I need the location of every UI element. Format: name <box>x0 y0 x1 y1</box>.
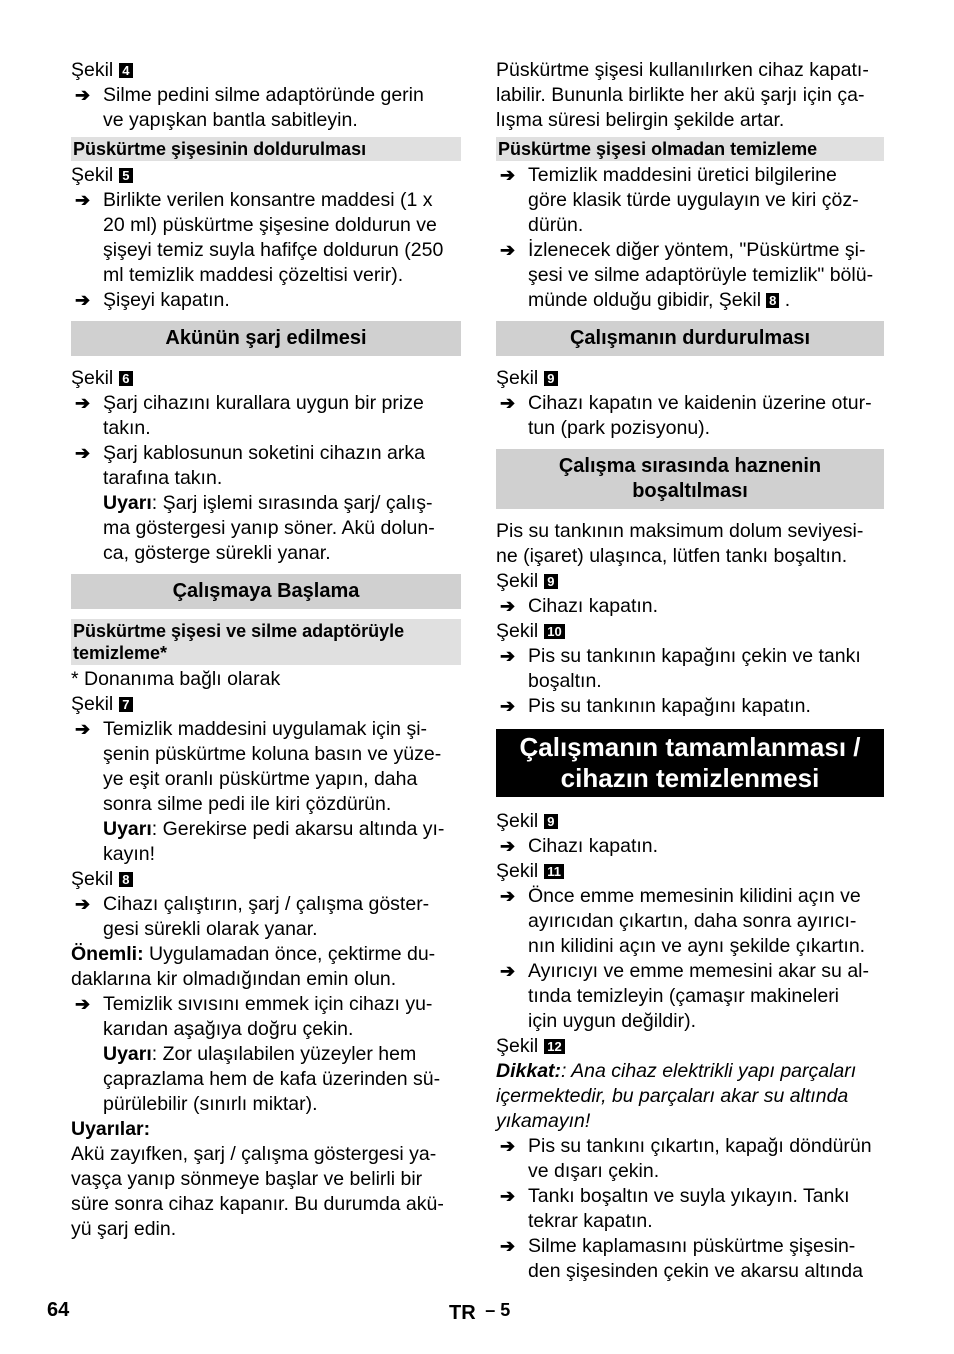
bullet-item <box>71 892 461 942</box>
note-label: Uyarı <box>103 492 152 514</box>
figure-label: Şekil <box>71 164 114 186</box>
figure-label: Şekil <box>496 1035 539 1057</box>
section-heading <box>496 449 884 509</box>
note-line <box>103 1092 461 1117</box>
bullet-line: tekrar kapatın. <box>528 1210 653 1232</box>
note-text: yıkamayın! <box>496 1110 591 1132</box>
paragraph <box>71 667 461 692</box>
arrow-right-icon: ➔ <box>500 1186 516 1206</box>
note-line <box>103 1042 461 1067</box>
bullet-line: Temizlik sıvısını emmek için cihazı yu- <box>103 993 433 1015</box>
bullet-line: İzlenecek diğer yöntem, "Püskürtme şi- <box>528 239 866 261</box>
bullet-line: göre klasik türde uygulayın ve kiri çöz- <box>528 189 859 211</box>
bullet-line: münde olduğu gibidir, Şekil 8 . <box>528 289 791 311</box>
figure-number: 11 <box>544 864 564 879</box>
figure-number: 6 <box>119 371 132 386</box>
figure-number: 8 <box>766 293 779 308</box>
bullet-line: tun (park pozisyonu). <box>528 417 711 439</box>
paragraph-line: Püskürtme şişesi kullanılırken cihaz kapatı- <box>496 59 869 81</box>
figure-ref <box>71 692 461 717</box>
bullet-item <box>496 391 884 441</box>
section-page-ref: – 5 <box>485 1300 511 1320</box>
subheading <box>71 137 461 161</box>
figure-ref <box>71 867 461 892</box>
subheading-text: Püskürtme şişesi olmadan temizleme <box>498 139 818 159</box>
figure-number: 9 <box>544 814 557 829</box>
section-heading-line: Çalışma sırasında haznenin <box>558 455 822 477</box>
note <box>71 491 461 566</box>
bullet-item <box>71 992 461 1042</box>
bullet-line: tında temizleyin (çamaşır makineleri <box>528 985 840 1007</box>
bullet-item <box>71 391 461 441</box>
note-line <box>103 842 461 867</box>
section-heading <box>71 574 461 609</box>
figure-label: Şekil <box>496 860 539 882</box>
figure-number: 9 <box>544 574 557 589</box>
bullet-line: sonra silme pedi ile kiri çözdürün. <box>103 793 392 815</box>
bullet-item <box>71 717 461 817</box>
note-line <box>103 1067 461 1092</box>
note-text: ca, gösterge sürekli yanar. <box>103 542 331 564</box>
figure-number: 4 <box>119 63 132 78</box>
bullet-line: tarafına takın. <box>103 467 223 489</box>
note-line <box>496 1084 884 1109</box>
arrow-right-icon: ➔ <box>500 596 516 616</box>
note-line <box>103 516 461 541</box>
figure-ref <box>496 619 884 644</box>
figure-number: 7 <box>119 697 132 712</box>
arrow-right-icon: ➔ <box>75 719 91 739</box>
bullet-line: Cihazı çalıştırın, şarj / çalışma göster- <box>103 893 430 915</box>
bullet-line: takın. <box>103 417 151 439</box>
note-text: : Gerekirse pedi akarsu altında yı- <box>151 818 445 840</box>
section-heading-line: Akünün şarj edilmesi <box>165 327 367 349</box>
arrow-right-icon: ➔ <box>500 1136 516 1156</box>
arrow-right-icon: ➔ <box>75 443 91 463</box>
arrow-right-icon: ➔ <box>500 696 516 716</box>
note-text: ma göstergesi yanıp söner. Akü dolun- <box>103 517 435 539</box>
arrow-right-icon: ➔ <box>500 886 516 906</box>
paragraph-line: lışma süresi belirgin şekilde artar. <box>496 109 785 131</box>
note-line <box>496 1059 884 1084</box>
bullet-item <box>496 1134 884 1184</box>
bullet-item <box>496 884 884 959</box>
paragraph <box>496 58 884 133</box>
arrow-right-icon: ➔ <box>500 961 516 981</box>
subheading-line: Püskürtme şişesi ve silme adaptörüyle <box>73 621 405 641</box>
bullet-line: şenin püskürtme koluna basın ve yüze- <box>103 743 442 765</box>
arrow-right-icon: ➔ <box>500 165 516 185</box>
note-text: Uygulamadan önce, çektirme du- <box>143 943 436 965</box>
section-heading <box>71 321 461 356</box>
figure-ref <box>496 569 884 594</box>
bullet-line: den şişesinden çekin ve akarsu altında <box>528 1260 863 1282</box>
bullet-line: karıdan aşağıya doğru çekin. <box>103 1018 354 1040</box>
bullet-line: gesi sürekli olarak yanar. <box>103 918 318 940</box>
note-line <box>71 942 461 967</box>
bullet-item <box>496 594 884 619</box>
figure-label: Şekil <box>71 59 114 81</box>
figure-ref <box>71 163 461 188</box>
note-text: içermektedir, bu parçaları akar su altında <box>496 1085 849 1107</box>
subheading <box>71 619 461 665</box>
note-line <box>103 491 461 516</box>
section-heading-line: Çalışmanın durdurulması <box>569 327 811 349</box>
bullet-line: boşaltın. <box>528 670 602 692</box>
bullet-line: Şarj kablosunun soketini cihazın arka <box>103 442 425 464</box>
bullet-item <box>496 1184 884 1234</box>
note <box>71 817 461 867</box>
figure-number: 5 <box>119 168 132 183</box>
language-code: TR <box>449 1302 476 1324</box>
bullet-item <box>496 644 884 694</box>
figure-ref <box>71 58 461 83</box>
bullet-item <box>496 163 884 238</box>
note-line <box>496 1109 884 1134</box>
bullet-line: dürün. <box>528 214 584 236</box>
warning <box>496 1059 884 1134</box>
bullet-line: Birlikte verilen konsantre maddesi (1 x <box>103 189 433 211</box>
left-column <box>71 58 461 1242</box>
figure-ref <box>496 1034 884 1059</box>
bullet-item <box>496 959 884 1034</box>
page-number: 64 <box>47 1299 70 1321</box>
arrow-right-icon: ➔ <box>500 240 516 260</box>
bullet-line: Cihazı kapatın. <box>528 595 659 617</box>
figure-ref <box>496 809 884 834</box>
bullet-line: şesi ve silme adaptörüyle temizlik" bölü- <box>528 264 874 286</box>
bullet-line: Temizlik maddesini üretici bilgilerine <box>528 164 837 186</box>
figure-ref <box>496 366 884 391</box>
chapter-heading <box>496 729 884 797</box>
note-text: çaprazlama hem de kafa üzerinden sü- <box>103 1068 441 1090</box>
arrow-right-icon: ➔ <box>75 290 91 310</box>
note-text: : Şarj işlemi sırasında şarj/ çalış- <box>151 492 433 514</box>
paragraph-line: ne (işaret) ulaşınca, lütfen tankı boşaltın. <box>496 545 848 567</box>
bullet-line: Temizlik maddesini uygulamak için şi- <box>103 718 428 740</box>
note-text: : Ana cihaz elektrikli yapı parçaları <box>561 1060 857 1082</box>
figure-number: 12 <box>544 1039 564 1054</box>
bullet-line: Şişeyi kapatın. <box>103 289 230 311</box>
arrow-right-icon: ➔ <box>500 646 516 666</box>
right-column <box>496 58 884 1284</box>
figure-label: Şekil <box>496 620 539 642</box>
bullet-line: Ayırıcıyı ve emme memesini akar su al- <box>528 960 869 982</box>
arrow-right-icon: ➔ <box>500 1236 516 1256</box>
bullet-line: Pis su tankının kapağını çekin ve tankı <box>528 645 861 667</box>
paragraph <box>71 1142 461 1242</box>
footer-language <box>449 1298 510 1326</box>
figure-label: Şekil <box>496 810 539 832</box>
note-text: kayın! <box>103 843 156 865</box>
bullet-line: Silme kaplamasını püskürtme şişesin- <box>528 1235 856 1257</box>
bullet-line: ye eşit oranlı püskürtme yapın, daha <box>103 768 418 790</box>
paragraph-line: labilir. Bununla birlikte her akü şarjı için ça- <box>496 84 865 106</box>
arrow-right-icon: ➔ <box>75 894 91 914</box>
bullet-line: Şarj cihazını kurallara uygun bir prize <box>103 392 424 414</box>
note-label: Dikkat: <box>496 1060 562 1082</box>
bullet-line: nın kilidini açın ve aynı şekilde çıkartın. <box>528 935 866 957</box>
paragraph <box>496 519 884 569</box>
bold-heading-line: Uyarılar: <box>71 1118 151 1140</box>
note-line <box>71 967 461 992</box>
bullet-item <box>496 1234 884 1284</box>
bullet-line: Önce emme memesinin kilidini açın ve <box>528 885 861 907</box>
note-label: Uyarı <box>103 818 152 840</box>
bullet-item <box>71 188 461 288</box>
bullet-line: Pis su tankını çıkartın, kapağı döndürün <box>528 1135 872 1157</box>
section-heading <box>496 321 884 356</box>
chapter-heading-line: cihazın temizlenmesi <box>560 763 820 793</box>
figure-label: Şekil <box>71 367 114 389</box>
bullet-line: Tankı boşaltın ve suyla yıkayın. Tankı <box>528 1185 850 1207</box>
note-text: : Zor ulaşılabilen yüzeyler hem <box>151 1043 417 1065</box>
bullet-line: şişeyi temiz suyla hafifçe doldurun (250 <box>103 239 444 261</box>
figure-label: Şekil <box>496 367 539 389</box>
bullet-line: ayırıcıdan çıkartın, daha sonra ayırıcı- <box>528 910 857 932</box>
note-text: daklarına kir olmadığından emin olun. <box>71 968 397 990</box>
trailing-text: . <box>779 289 791 311</box>
subheading-text: Püskürtme şişesinin doldurulması <box>73 139 367 159</box>
figure-label: Şekil <box>496 570 539 592</box>
paragraph-line: Akü zayıfken, şarj / çalışma göstergesi ya- <box>71 1143 437 1165</box>
subheading <box>496 137 884 161</box>
bullet-line: Cihazı kapatın. <box>528 835 659 857</box>
figure-number: 10 <box>544 624 564 639</box>
note-line <box>103 541 461 566</box>
arrow-right-icon: ➔ <box>75 190 91 210</box>
bullet-item <box>496 694 884 719</box>
bullet-line: Cihazı kapatın ve kaidenin üzerine otur- <box>528 392 872 414</box>
subheading-line: temizleme* <box>73 643 168 663</box>
bullet-line: ve dışarı çekin. <box>528 1160 660 1182</box>
figure-label: Şekil <box>71 868 114 890</box>
paragraph-line: * Donanıma bağlı olarak <box>71 668 281 690</box>
paragraph-line: yü şarj edin. <box>71 1218 177 1240</box>
bullet-line: ve yapışkan bantla sabitleyin. <box>103 109 358 131</box>
bullet-item <box>496 238 884 313</box>
bullet-item <box>496 834 884 859</box>
note-label: Önemli: <box>71 943 144 965</box>
arrow-right-icon: ➔ <box>75 393 91 413</box>
paragraph-line: vaşça yanıp sönmeye başlar ve belirli bir <box>71 1168 423 1190</box>
bullet-line: Pis su tankının kapağını kapatın. <box>528 695 811 717</box>
bullet-item <box>71 83 461 133</box>
note-text: pürülebilir (sınırlı miktar). <box>103 1093 318 1115</box>
bullet-item <box>71 441 461 491</box>
note <box>71 1042 461 1117</box>
arrow-right-icon: ➔ <box>500 836 516 856</box>
figure-label: Şekil <box>71 693 114 715</box>
section-heading-line: boşaltılması <box>632 480 748 502</box>
figure-number: 8 <box>119 872 132 887</box>
arrow-right-icon: ➔ <box>75 994 91 1014</box>
figure-ref <box>71 366 461 391</box>
bullet-line: 20 ml) püskürtme şişesine doldurun ve <box>103 214 437 236</box>
note-line <box>103 817 461 842</box>
important-note <box>71 942 461 992</box>
figure-number: 9 <box>544 371 557 386</box>
bullet-line: ml temizlik maddesi çözeltisi verir). <box>103 264 404 286</box>
note-label: Uyarı <box>103 1043 152 1065</box>
paragraph-line: Pis su tankının maksimum dolum seviyesi- <box>496 520 864 542</box>
figure-ref <box>496 859 884 884</box>
arrow-right-icon: ➔ <box>75 85 91 105</box>
bullet-item <box>71 288 461 313</box>
arrow-right-icon: ➔ <box>500 393 516 413</box>
section-heading-line: Çalışmaya Başlama <box>172 580 360 602</box>
paragraph-line: süre sonra cihaz kapanır. Bu durumda akü- <box>71 1193 444 1215</box>
bullet-line: Silme pedini silme adaptöründe gerin <box>103 84 424 106</box>
chapter-heading-line: Çalışmanın tamamlanması / <box>519 732 861 762</box>
bullet-line: için uygun değildir). <box>528 1010 697 1032</box>
